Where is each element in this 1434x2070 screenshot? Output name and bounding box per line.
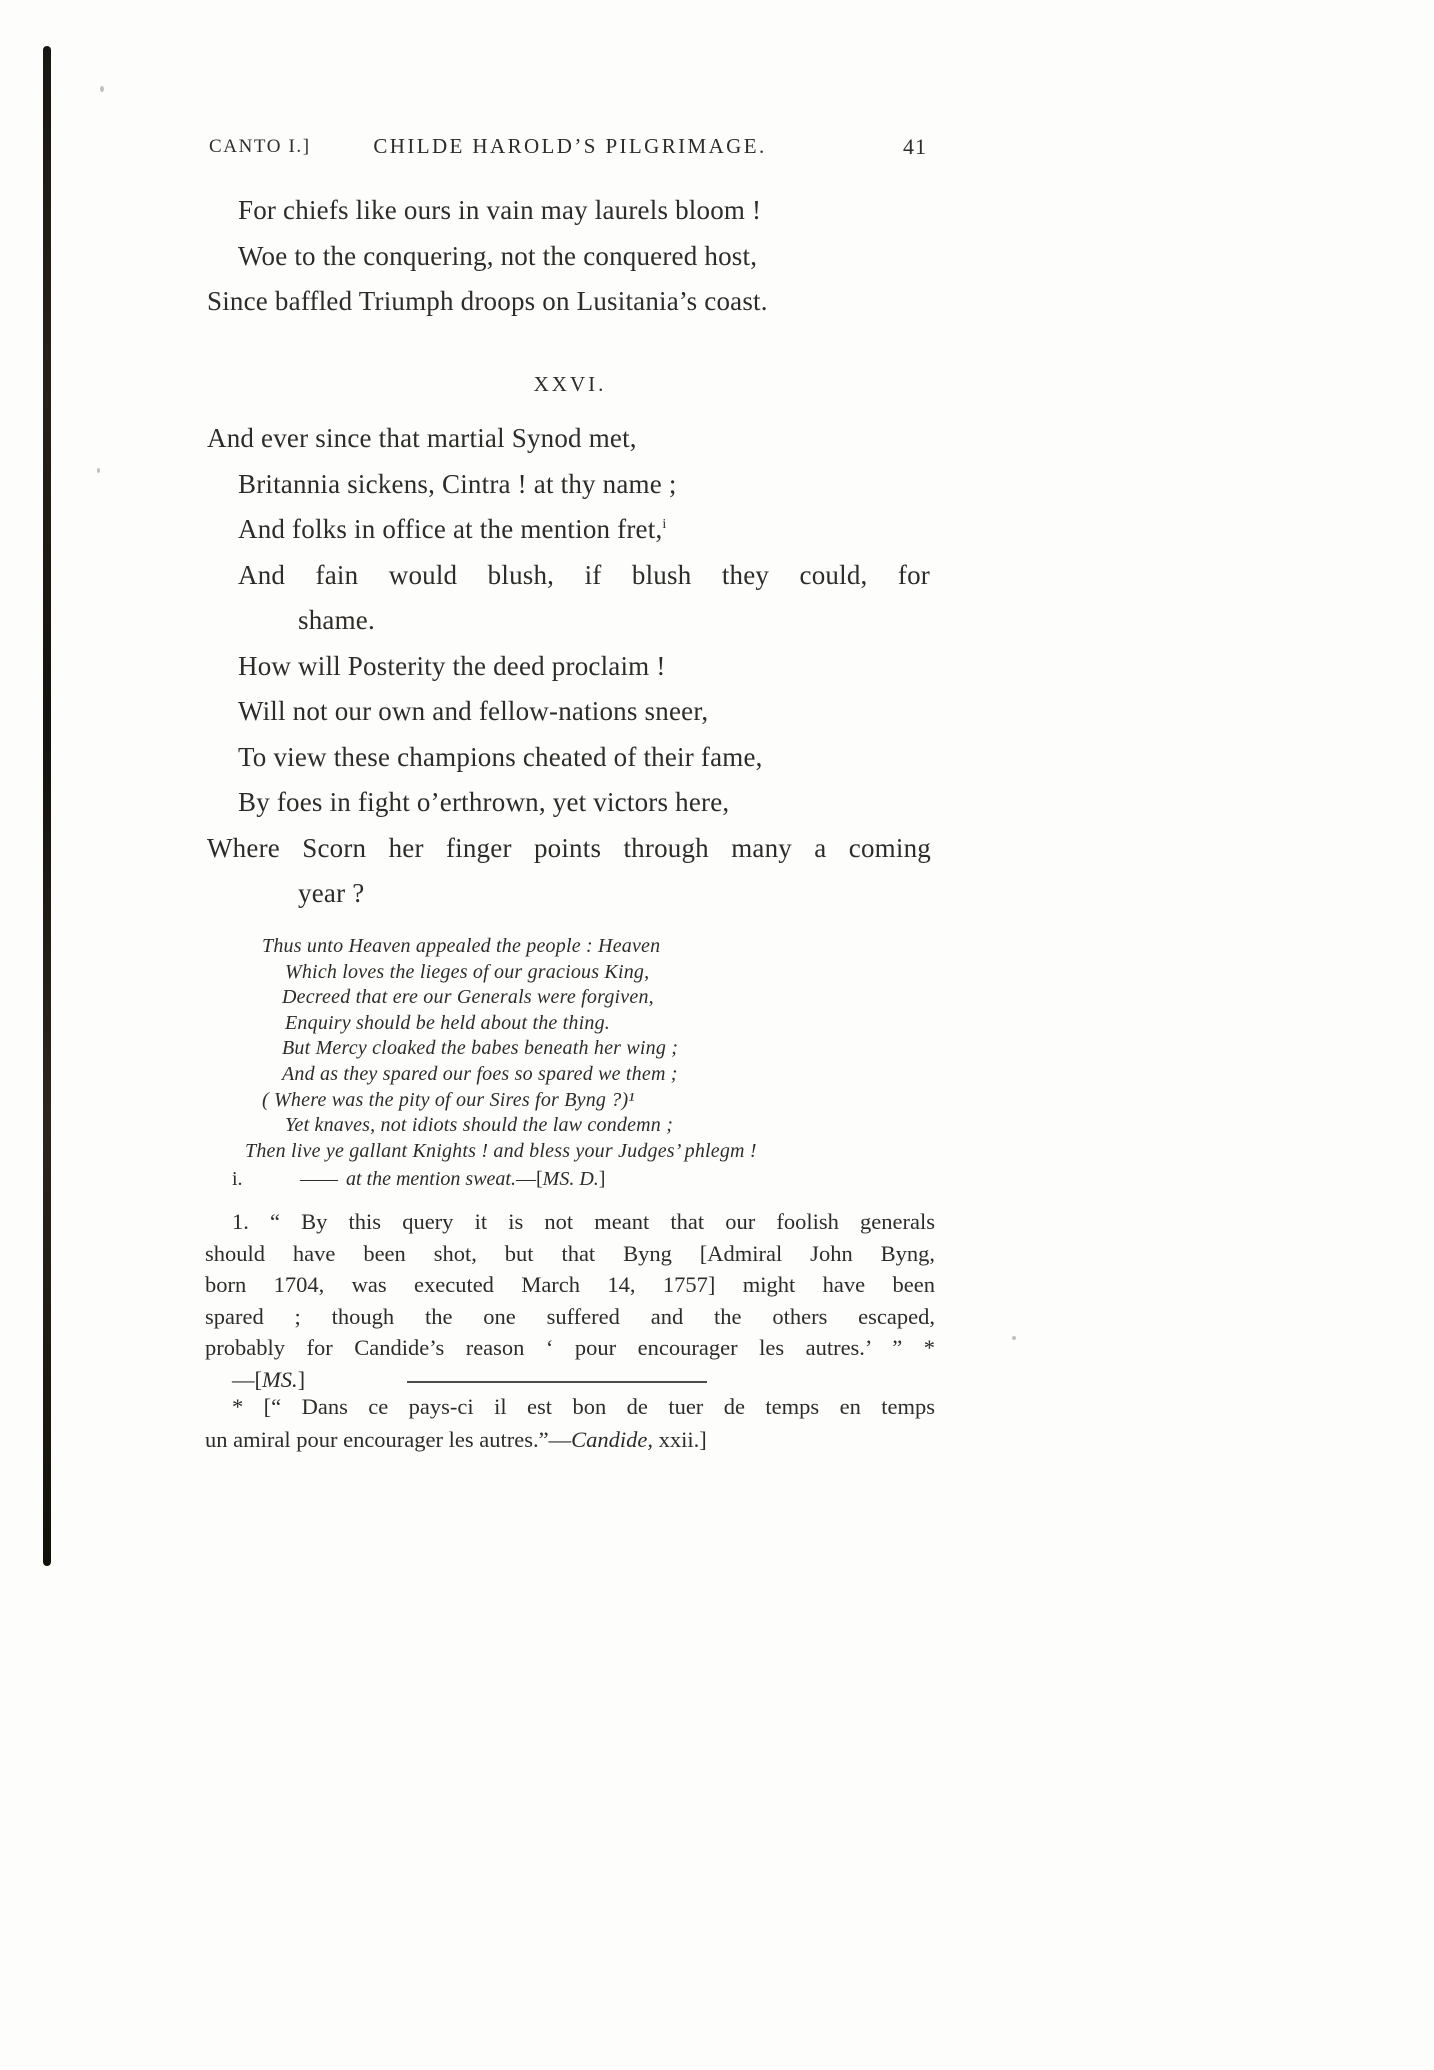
verse-line-continuation: year ? <box>298 878 365 908</box>
quoted-verse-block <box>245 934 885 1164</box>
running-header <box>205 134 935 164</box>
footnote-text: un amiral pour encourager les autres.”— <box>205 1427 572 1452</box>
stanza-number: XXVI. <box>533 372 607 396</box>
source-bracket-open: —[ <box>232 1366 262 1392</box>
quote-line: Yet knaves, not idiots should the law condemn ; <box>285 1114 674 1137</box>
quote-line: ( Where was the pity of our Sires for Byng ?)¹ <box>262 1088 635 1111</box>
quote-line: Then live ye gallant Knights ! and bless your Judges’ phlegm ! <box>245 1139 757 1162</box>
verse-line: For chiefs like ours in vain may laurels bloom ! <box>238 195 762 225</box>
footnote-1 <box>205 1206 935 1395</box>
quote-line: But Mercy cloaked the babes beneath her wing ; <box>282 1037 679 1060</box>
scan-speck <box>100 86 104 92</box>
footnote-line: should have been shot, but that Byng [Admiral John Byng, <box>205 1240 935 1266</box>
stanza-xxv-end <box>205 188 935 325</box>
footnote-text: xxii.] <box>652 1427 707 1452</box>
canto-label: CANTO I.] <box>209 136 311 157</box>
verse-line: How will Posterity the deed proclaim ! <box>238 650 666 681</box>
scan-speck <box>1012 1336 1016 1340</box>
footnote-marker: i <box>662 517 667 532</box>
verse-line: And ever since that martial Synod met, <box>207 423 637 453</box>
verse-line <box>238 507 935 553</box>
verse-line: Where Scorn her finger points through many a coming <box>207 832 931 863</box>
quote-line: Decreed that ere our Generals were forgiven, <box>282 986 654 1009</box>
source-bracket-close: ] <box>297 1366 306 1392</box>
footnote-line <box>205 1423 935 1456</box>
quote-line: Which loves the lieges of our gracious King, <box>285 960 650 983</box>
variant-source: MS. D. <box>542 1168 599 1190</box>
verse-line: By foes in fight o’erthrown, yet victors here, <box>238 787 730 817</box>
verse-line: Woe to the conquering, not the conquered host, <box>238 240 758 271</box>
scan-speck <box>97 468 100 473</box>
footnote-line: 1. “ By this query it is not meant that our foolish generals <box>232 1209 935 1234</box>
verse-line-continuation: shame. <box>298 605 375 635</box>
variant-dash: —— <box>300 1168 336 1190</box>
verse-line: Britannia sickens, Cintra ! at thy name ; <box>238 468 677 499</box>
footnote-line: * [“ Dans ce pays-ci il est bon de tuer de temps en temps <box>232 1394 935 1419</box>
variant-source-close: ] <box>598 1168 606 1190</box>
verse-line: To view these champions cheated of their fame, <box>238 741 763 772</box>
quote-line: Enquiry should be held about the thing. <box>285 1011 610 1034</box>
stanza-xxvi <box>205 416 935 917</box>
footnote-line: spared ; though the one suffered and the others escaped, <box>205 1303 935 1329</box>
variant-note <box>232 1168 605 1191</box>
quote-line: And as they spared our foes so spared we them ; <box>282 1062 678 1085</box>
footnote-star <box>205 1390 935 1456</box>
book-title: CHILDE HAROLD’S PILGRIMAGE. <box>373 134 767 158</box>
quote-line: Thus unto Heaven appealed the people : Heaven <box>262 935 661 957</box>
verse-line: And fain would blush, if blush they could, for <box>238 559 930 590</box>
variant-text: at the mention sweat. <box>346 1168 516 1190</box>
cited-work-title: Candide, <box>571 1427 653 1452</box>
footnote-divider-rule <box>407 1381 707 1383</box>
variant-source-open: —[ <box>515 1168 543 1190</box>
page-number: 41 <box>903 134 927 159</box>
verse-line: Will not our own and fellow-nations sneer, <box>238 696 709 726</box>
verse-line: Since baffled Triumph droops on Lusitania’s coast. <box>207 286 768 316</box>
source-label: MS. <box>262 1366 298 1392</box>
verse-line-text: And folks in office at the mention fret, <box>238 514 663 544</box>
footnote-line: probably for Candide’s reason ‘ pour encourager les autres.’ ” * <box>205 1335 935 1360</box>
scan-binding-mark <box>43 46 51 1566</box>
variant-label: i. <box>232 1168 243 1190</box>
footnote-line: born 1704, was executed March 14, 1757] might have been <box>205 1272 935 1297</box>
